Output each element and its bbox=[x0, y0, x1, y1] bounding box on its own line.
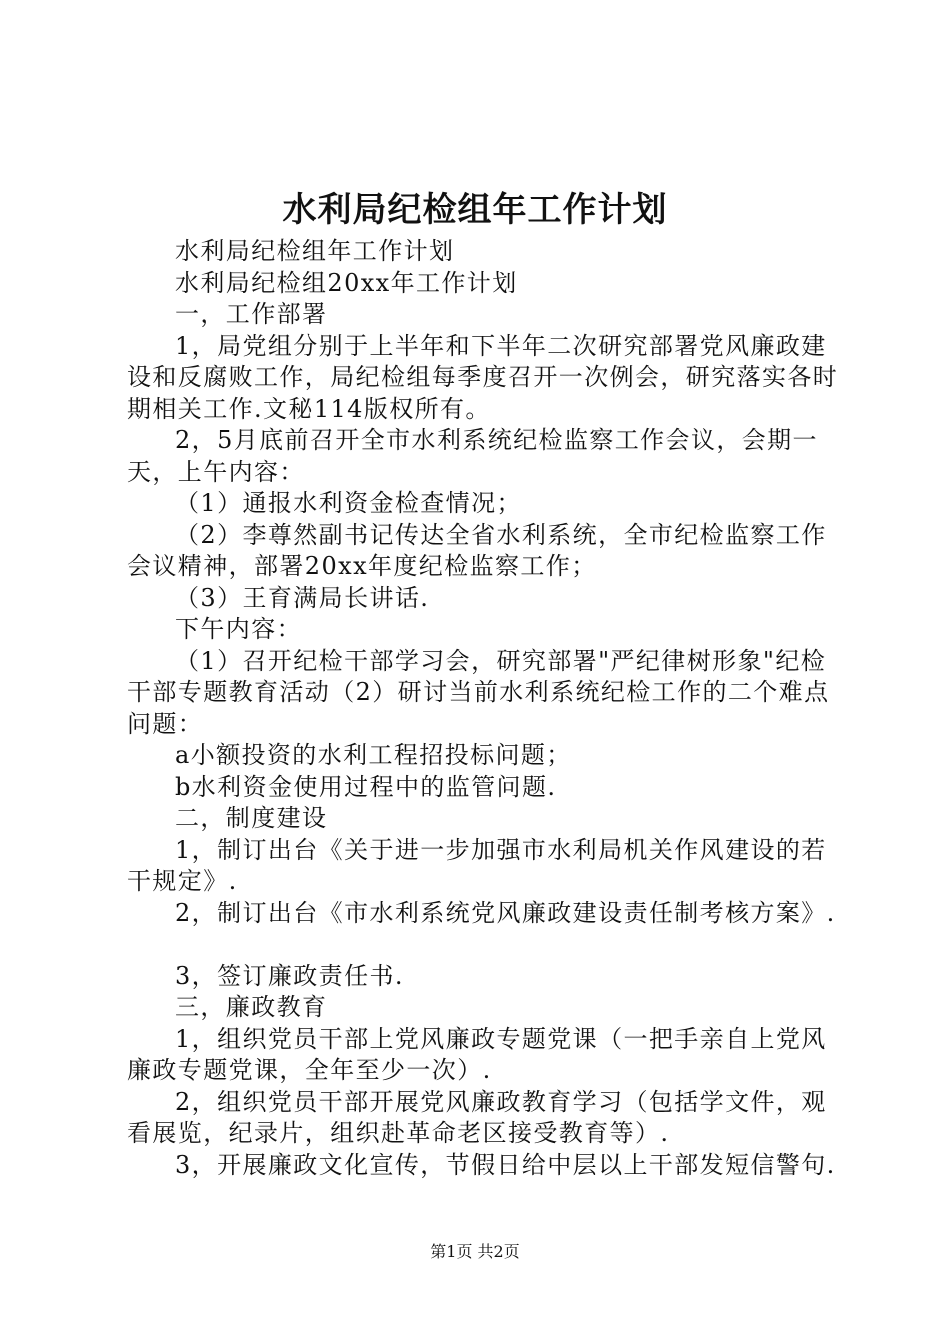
paragraph: 1，局党组分别于上半年和下半年二次研究部署党风廉政建设和反腐败工作，局纪检组每季度召开一次例会，研究落实各时期相关工作.文秘114版权所有。 bbox=[127, 331, 839, 423]
page-footer: 第1页 共2页 bbox=[430, 1242, 520, 1261]
paragraph: （3）王育满局长讲话. bbox=[175, 583, 430, 612]
paragraph: 3，签订廉政责任书. bbox=[175, 961, 404, 990]
paragraph: a小额投资的水利工程招投标问题； bbox=[175, 741, 572, 769]
paragraph: （1）召开纪检干部学习会，研究部署"严纪律树形象"纪检干部专题教育活动（2）研讨当前水利系统纪检工作的二个难点问题： bbox=[127, 646, 830, 738]
paragraph: 1，制订出台《关于进一步加强市水利局机关作风建设的若干规定》. bbox=[127, 835, 827, 895]
section-heading-integrity-education: 三，廉政教育 bbox=[175, 993, 328, 1021]
document-body bbox=[127, 236, 839, 1181]
paragraph: 1，组织党员干部上党风廉政专题党课（一把手亲自上党风廉政专题党课，全年至少一次）. bbox=[127, 1024, 827, 1084]
paragraph: （1）通报水利资金检查情况； bbox=[175, 489, 522, 517]
blank-line bbox=[127, 929, 839, 961]
paragraph: b水利资金使用过程中的监管问题. bbox=[175, 772, 557, 801]
paragraph: 3，开展廉政文化宣传，节假日给中层以上干部发短信警句. bbox=[175, 1150, 836, 1179]
paragraph: （2）李尊然副书记传达全省水利系统，全市纪检监察工作会议精神，部署20xx年度纪检监察工作； bbox=[127, 520, 827, 580]
section-heading-system-building: 二，制度建设 bbox=[175, 804, 328, 832]
paragraph: 2，组织党员干部开展党风廉政教育学习（包括学文件，观看展览，纪录片，组织赴革命老区接受教育等）. bbox=[127, 1087, 827, 1147]
paragraph-plan-year: 水利局纪检组20xx年工作计划 bbox=[175, 268, 518, 297]
paragraph: 2，5月底前召开全市水利系统纪检监察工作会议，会期一天，上午内容： bbox=[127, 426, 818, 486]
document-title: 水利局纪检组年工作计划 bbox=[282, 190, 668, 230]
paragraph-subtitle: 水利局纪检组年工作计划 bbox=[175, 237, 455, 265]
paragraph: 下午内容： bbox=[175, 615, 302, 643]
paragraph: 2，制订出台《市水利系统党风廉政建设责任制考核方案》. bbox=[175, 898, 836, 927]
section-heading-work-deployment: 一，工作部署 bbox=[175, 300, 328, 328]
